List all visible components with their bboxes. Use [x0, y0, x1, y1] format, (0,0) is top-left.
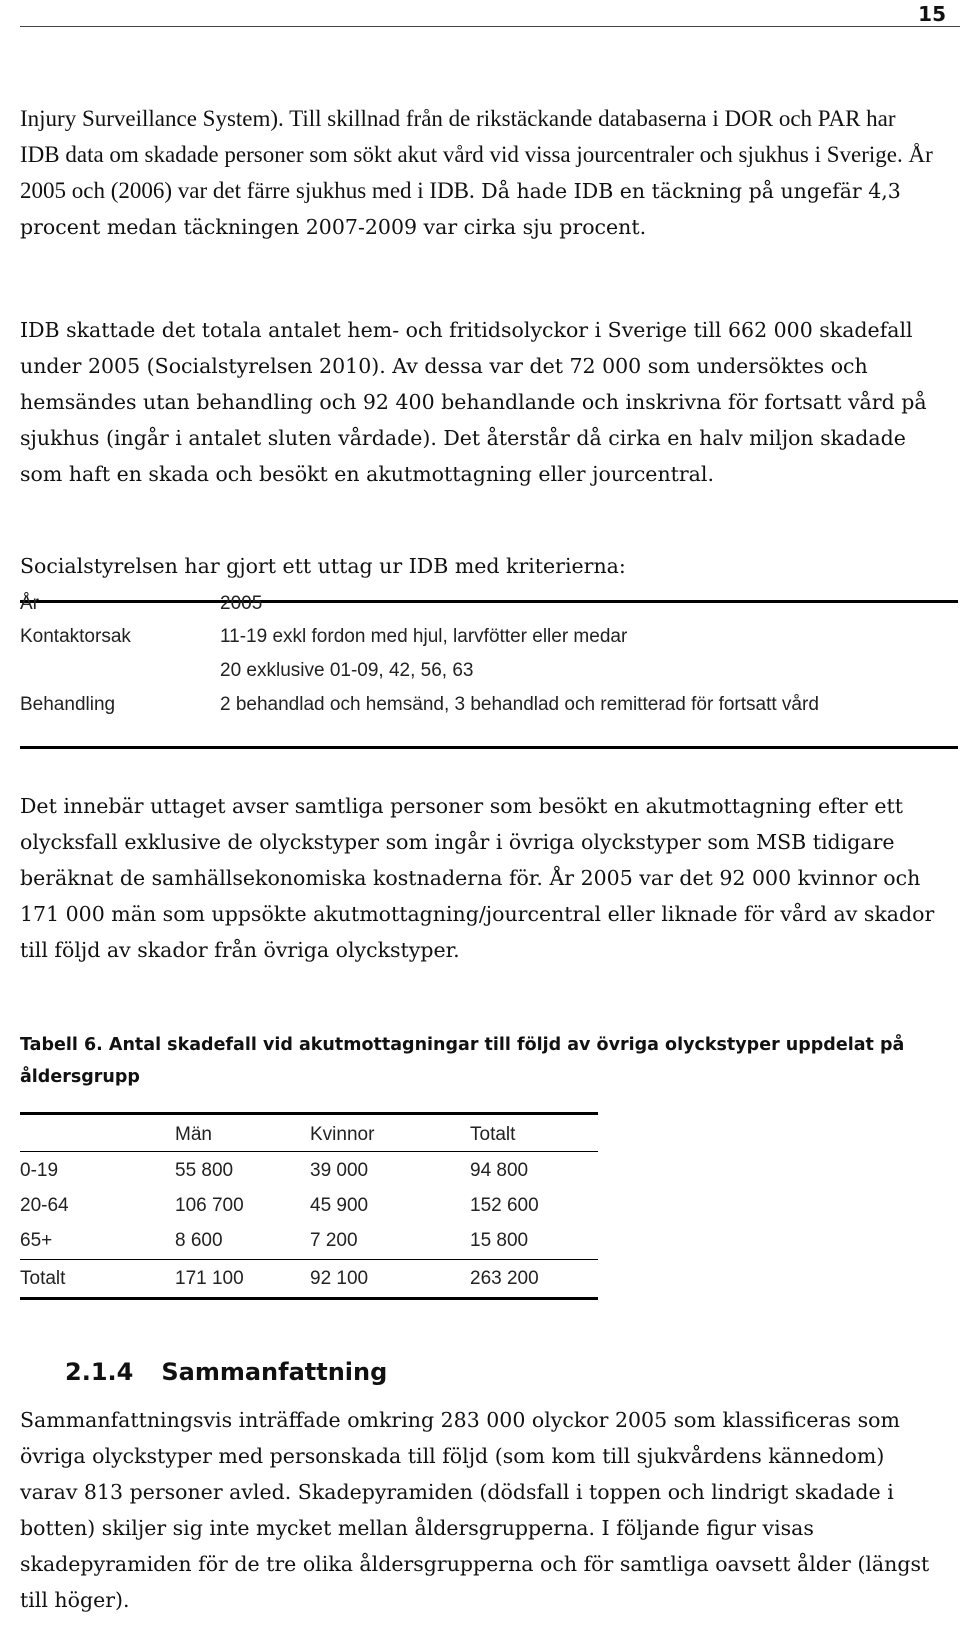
paragraph-selection-explanation: Det innebär uttaget avser samtliga personer som besökt en akutmottagning efter ett olycksfall exklusive de olyckstyper som ingår i övriga olyckstyper som MSB tidigare beräknat de samhällsekonomiska kostnaderna för. År 2005 var det 92 000 kvinnor och 171 000 män som uppsökte akutmottagning/jourcentral eller liknade för vård av skador till följd av skador från övriga olyckstyper. [20, 794, 935, 962]
table-cell: 106 700 [175, 1195, 244, 1216]
header-rule [20, 26, 960, 27]
paragraph-criteria-intro: Socialstyrelsen har gjort ett uttag ur IDB med kriterierna: [20, 554, 626, 578]
table-row-total [20, 1261, 598, 1295]
criteria-value: 2005 [220, 593, 263, 614]
table-cell: 45 900 [310, 1195, 369, 1216]
table-header-cell: Totalt [470, 1124, 516, 1145]
section-number: 2.1.4 [65, 1358, 134, 1386]
table-row [20, 1153, 598, 1187]
criteria-rule-bottom [20, 746, 958, 749]
table-cell: 152 600 [470, 1195, 539, 1216]
criteria-value: 2 behandlad och hemsänd, 3 behandlad och remitterad för fortsatt vård [220, 694, 819, 715]
table-row [20, 1188, 598, 1222]
table-cell: 15 800 [470, 1230, 529, 1251]
table-cell: 94 800 [470, 1160, 529, 1181]
page-number: 15 [918, 2, 946, 26]
table-cell: 8 600 [175, 1230, 223, 1251]
table-cell: 263 200 [470, 1268, 539, 1289]
table-cell: 65+ [20, 1230, 53, 1251]
table-cell: 92 100 [310, 1268, 369, 1289]
table-cell: 0-19 [20, 1160, 59, 1181]
criteria-row [20, 587, 958, 621]
table-rule-header [20, 1151, 598, 1152]
criteria-key: Kontaktorsak [20, 626, 131, 647]
table-cell: 39 000 [310, 1160, 369, 1181]
criteria-row [20, 654, 958, 688]
table-cell: 7 200 [310, 1230, 358, 1251]
table-cell: 55 800 [175, 1160, 234, 1181]
criteria-value: 11-19 exkl fordon med hjul, larvfötter eller medar [220, 626, 628, 647]
criteria-row [20, 688, 958, 722]
table-cell: 20-64 [20, 1195, 69, 1216]
table-caption-text: Antal skadefall vid akutmottagningar till följd av övriga olyckstyper uppdelat på åldersgrupp [20, 1035, 905, 1087]
table-header-row [20, 1117, 598, 1151]
table-rule-bottom [20, 1297, 598, 1300]
criteria-key: År [20, 593, 39, 614]
table-caption-label: Tabell 6. [20, 1035, 103, 1055]
table-cell: Totalt [20, 1268, 66, 1289]
criteria-key: Behandling [20, 694, 116, 715]
table-row [20, 1223, 598, 1257]
table-header-cell: Män [175, 1124, 212, 1145]
criteria-value: 20 exklusive 01-09, 42, 56, 63 [220, 660, 474, 681]
paragraph-idb-intro-a: Injury Surveillance System). Till skillnad från de rikstäckande databaserna i DOR och PAR har IDB data om skadade personer som sökt akut vård vid vissa jourcentraler och sjukhus i Sverige. År 2005 och (2006) var det färre sjukhus med i IDB. [20, 106, 933, 203]
paragraph-idb-estimate: IDB skattade det totala antalet hem- och fritidsolyckor i Sverige till 662 000 skadefall under 2005 (Socialstyrelsen 2010). Av dessa var det 72 000 som undersöktes och hemsändes utan behandling och 92 400 behandlande och inskrivna för fortsatt vård på sjukhus (ingår i antalet sluten vårdade). Det återstår då cirka en halv miljon skadade som haft en skada och besökt en akutmottagning eller jourcentral. [20, 318, 927, 486]
paragraph-summary: Sammanfattningsvis inträffade omkring 283 000 olyckor 2005 som klassificeras som övriga olyckstyper med personskada till följd (som kom till sjukvårdens kännedom) varav 813 personer avled. Skadepyramiden (dödsfall i toppen och lindrigt skadade i botten) skiljer sig inte mycket mellan åldersgrupperna. I följande figur visas skadepyramiden för de tre olika åldersgrupperna och för samtliga oavsett ålder (längst till höger). [20, 1408, 930, 1612]
paragraph-idb-intro [20, 101, 935, 245]
paragraph-idb-intro-b: Då hade IDB en täckning på ungefär 4,3 procent medan täckningen 2007-2009 var cirka sju procent. [20, 179, 901, 239]
table-caption [20, 1029, 940, 1093]
table-rule-total [20, 1259, 598, 1260]
table-header-cell: Kvinnor [310, 1124, 375, 1145]
section-title: Sammanfattning [161, 1358, 388, 1386]
section-heading [65, 1358, 387, 1386]
criteria-row [20, 620, 958, 654]
table-rule-top [20, 1112, 598, 1115]
table-cell: 171 100 [175, 1268, 244, 1289]
